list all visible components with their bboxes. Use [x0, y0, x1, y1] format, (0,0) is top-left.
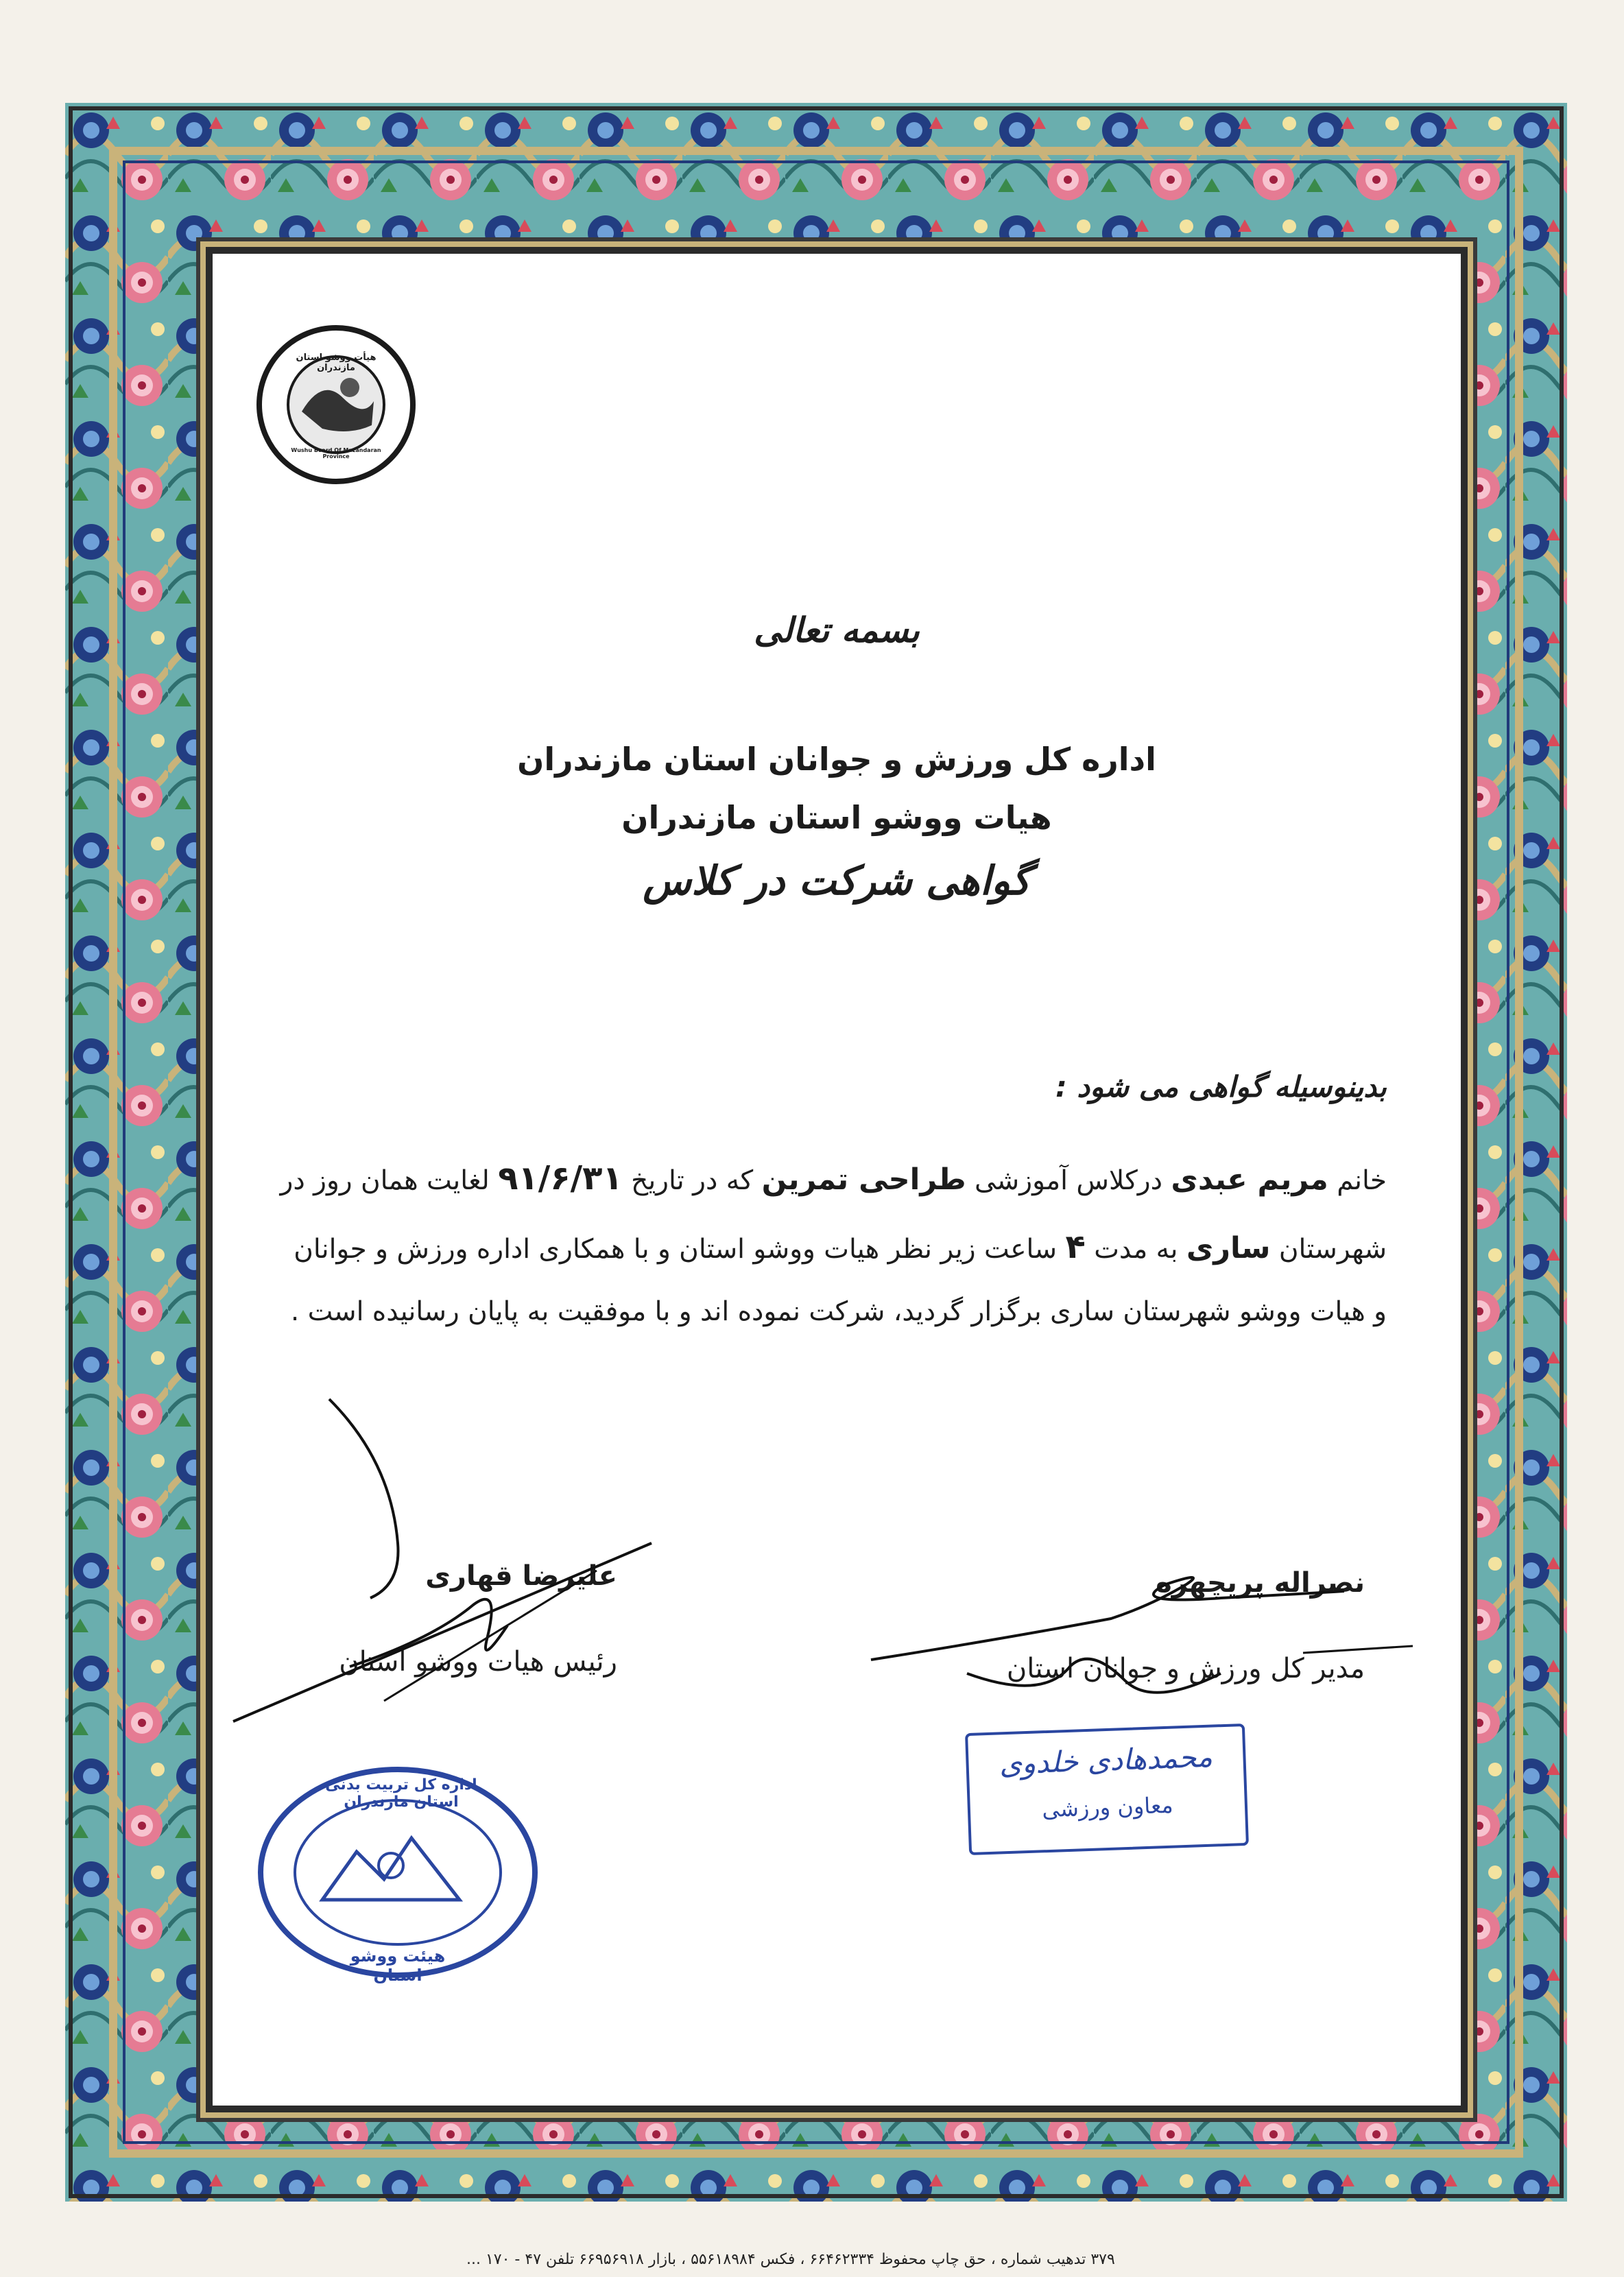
organization-line-1: اداره کل ورزش و جوانان استان مازندران [517, 741, 1156, 778]
wushu-logo [254, 322, 418, 487]
course-date: ۹۱/۶/۳۱ [498, 1159, 623, 1197]
body-text: لغایت همان روز در [280, 1165, 490, 1196]
wushu-board-stamp [254, 1763, 542, 1985]
deputy-stamp-role: معاون ورزشی [1041, 1791, 1174, 1823]
body-line-1 [262, 1159, 1387, 1197]
right-signature-icon [864, 1543, 1426, 1721]
organization-line-2: هیات ووشو استان مازندران [621, 799, 1052, 836]
body-text: شهرستان [1270, 1234, 1387, 1265]
body-text: ساعت زیر نظر هیات ووشو استان و با همکاری اداره ورزش و جوانان [294, 1234, 1058, 1265]
logo-text-top: هیأت ووشو استان مازندران [296, 353, 377, 373]
bismillah-heading: بسمه تعالی [754, 610, 920, 650]
left-signatory-name: علیرضا قهاری [425, 1560, 617, 1592]
certificate-title: گواهی شرکت در کلاس [643, 857, 1031, 904]
wushu-logo-icon [254, 322, 418, 487]
body-text: به مدت [1085, 1234, 1178, 1265]
city-name: ساری [1186, 1231, 1271, 1265]
right-signatory-name: نصراله پریچهره [1156, 1567, 1365, 1599]
logo-text-bottom: Wushu Board Of Mazandaran Province [291, 447, 381, 460]
body-text: خانم [1328, 1165, 1387, 1196]
certificate-intro: بدینوسیله گواهی می شود : [1055, 1070, 1387, 1104]
body-line-2 [262, 1228, 1387, 1266]
left-signature-icon [213, 1379, 693, 1735]
right-signatory-role: مدیر کل ورزش و جوانان استان [1006, 1653, 1365, 1684]
course-hours: ۴ [1065, 1228, 1086, 1266]
certificate-body [206, 247, 1468, 2112]
left-signatory-role: رئیس هیات ووشو استان [339, 1646, 617, 1678]
stamp-ring-top: اداره کل تربیت بدنی استان مازندران [325, 1776, 477, 1811]
body-text: درکلاس آموزشی [966, 1165, 1162, 1196]
stamp-ring-bottom: هیئت ووشو استان [350, 1946, 446, 1985]
recipient-name: مریم عبدی [1171, 1163, 1328, 1197]
deputy-stamp [965, 1724, 1249, 1855]
print-footer: ۳۷۹ تدهیب شماره ، حق چاپ محفوظ ۶۶۴۶۲۳۳۴ ، فکس ۵۵۶۱۸۹۸۴ ، بازار ۶۶۹۵۶۹۱۸ تلفن ۴۷ - ۱۷۰ ... [466, 2251, 1115, 2268]
body-line-3: و هیات ووشو شهرستان ساری برگزار گردید، شرکت نموده اند و با موفقیت به پایان رسانیده است . [290, 1296, 1387, 1327]
course-name: طراحی تمرین [761, 1163, 966, 1197]
body-text: که در تاریخ [622, 1165, 754, 1196]
deputy-stamp-name: محمدهادی خلدوی [999, 1739, 1213, 1781]
